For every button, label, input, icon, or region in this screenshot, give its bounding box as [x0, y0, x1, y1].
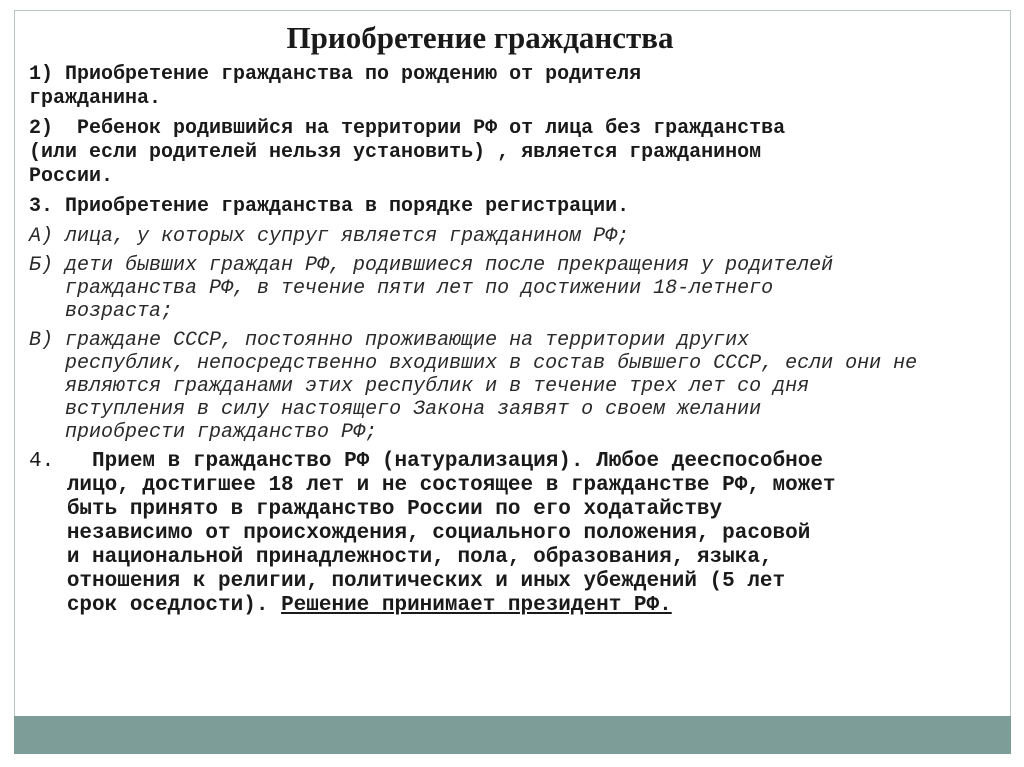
paragraph-2: 2) Ребенок родившийся на территории РФ от лица без гражданства (или если родителей нельзя установить) , является гражданином России. [29, 117, 786, 188]
paragraph-3: 3. Приобретение гражданства в порядке регистрации. [29, 195, 630, 218]
sub-item-a: А) лица, у которых супруг является гражданином РФ; [29, 225, 630, 248]
item-4-number: 4. [29, 450, 55, 473]
decision-text: Решение принимает президент РФ. [281, 594, 672, 617]
slide-content [29, 63, 989, 624]
sub-item-b: Б) дети бывших граждан РФ, родившиеся после прекращения у родителей гражданства РФ, в течение пяти лет по достижении 18-летнего возраста; [29, 254, 834, 323]
item-4 [29, 450, 989, 618]
item-4-text: Прием в гражданство РФ (натурализация). Любое дееспособное лицо, достигшее 18 лет и не состоящее в гражданстве РФ, может быть принято в гражданство России по его ходатайству независимо от происхождения, социального положения, расовой и национальной принадлежности, пола, образования, языка, отношения к религии, политических и иных убеждений (5 лет срок оседлости). [66, 450, 836, 617]
slide-title: Приобретение гражданства [286, 20, 674, 55]
bottom-band [14, 716, 1011, 754]
sub-item-v: В) граждане СССР, постоянно проживающие на территории других республик, непосредственно входивших в состав бывшего СССР, если они не являются гражданами этих республик и в течение трех лет со дня вступления в силу настоящего Закона заявят о своем желании приобрести гражданство РФ; [29, 329, 918, 444]
paragraph-1: 1) Приобретение гражданства по рождению от родителя гражданина. [29, 63, 642, 110]
